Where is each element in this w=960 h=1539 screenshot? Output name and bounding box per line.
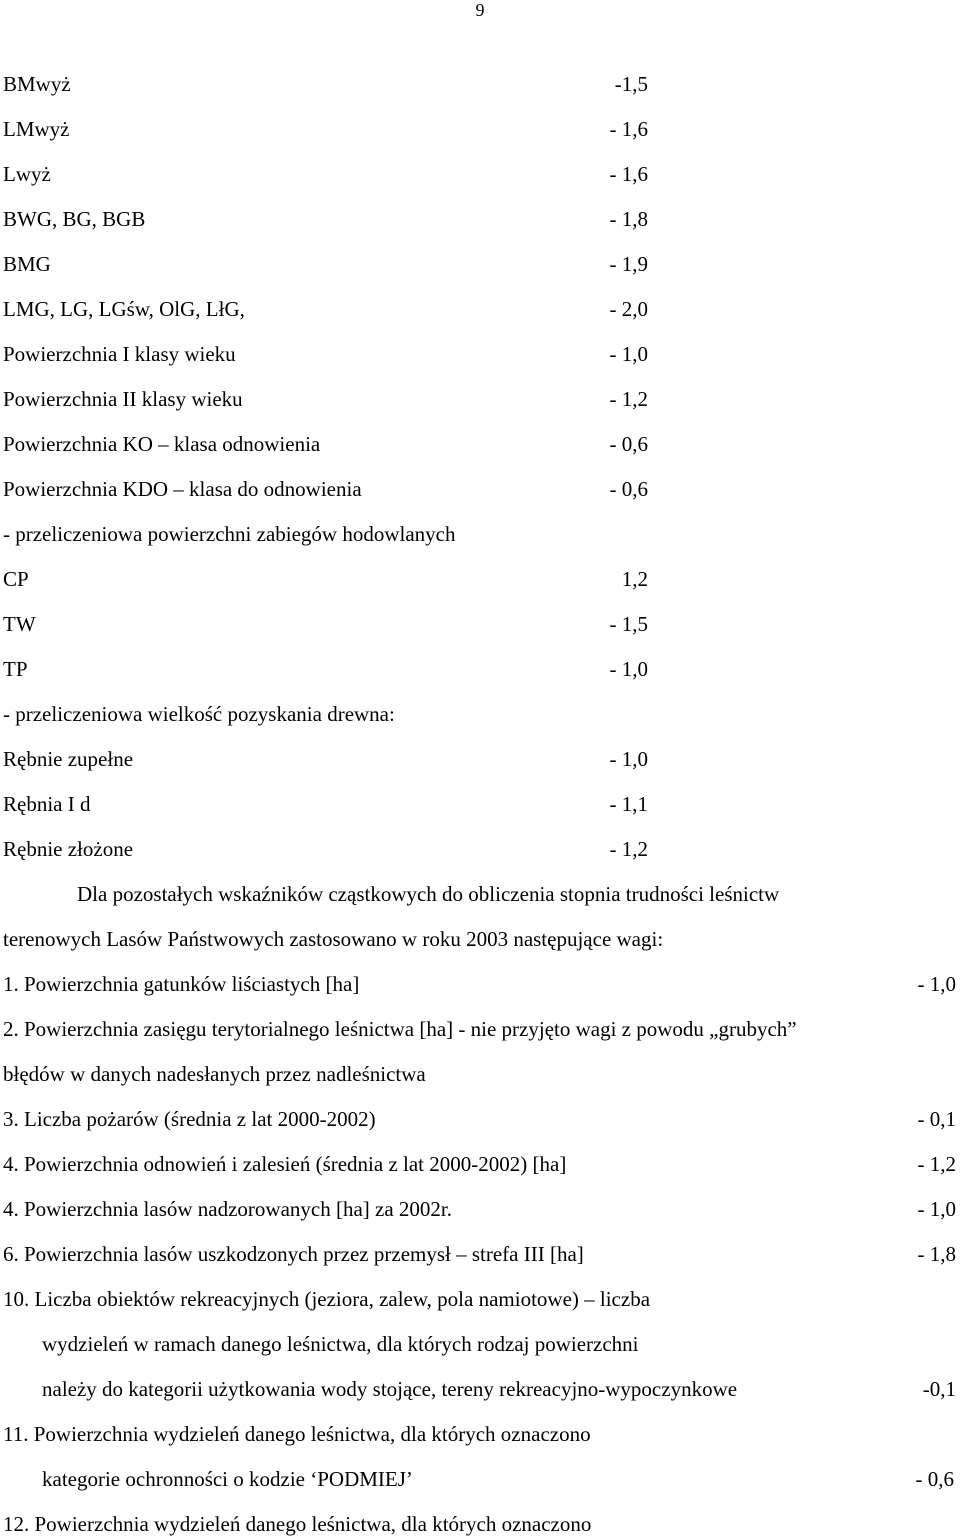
weight-value: - 1,2 — [917, 1152, 956, 1176]
weight-row — [3, 160, 648, 188]
weight-value: -0,1 — [922, 1377, 956, 1401]
weight-value: - 1,8 — [917, 1242, 956, 1266]
weight-value: -1,5 — [614, 72, 648, 96]
weight-value: - 2,0 — [609, 297, 648, 321]
weight-label: należy do kategorii użytkowania wody stojące, tereny rekreacyjno-wypoczynkowe — [42, 1377, 738, 1401]
item-line: 2. Powierzchnia zasięgu terytorialnego leśnictwa [ha] - nie przyjęto wagi z powodu „grubych” — [3, 1017, 797, 1041]
weight-label: Powierzchnia I klasy wieku — [3, 342, 236, 366]
weight-value: - 1,2 — [609, 837, 648, 861]
weight-row — [3, 1150, 956, 1178]
weight-label: Powierzchnia KO – klasa odnowienia — [3, 432, 321, 456]
paragraph-line: terenowych Lasów Państwowych zastosowano w roku 2003 następujące wagi: — [3, 927, 664, 951]
weight-label: 6. Powierzchnia lasów uszkodzonych przez przemysł – strefa III [ha] — [3, 1242, 584, 1266]
weight-row — [3, 745, 648, 773]
weight-label: kategorie ochronności o kodzie ‘PODMIEJ’ — [42, 1467, 413, 1491]
weight-value: - 0,1 — [917, 1107, 956, 1131]
paragraph-line: Dla pozostałych wskaźników cząstkowych do obliczenia stopnia trudności leśnictw — [77, 882, 780, 906]
weight-value: - 1,6 — [609, 117, 648, 141]
weight-value: - 1,0 — [609, 747, 648, 771]
weight-row — [3, 115, 648, 143]
weight-value: - 1,6 — [609, 162, 648, 186]
weight-label: BMwyż — [3, 72, 71, 96]
item-line: wydzieleń w ramach danego leśnictwa, dla których rodzaj powierzchni — [42, 1332, 639, 1356]
weight-label: BMG — [3, 252, 51, 276]
weight-row — [3, 655, 648, 683]
weight-label: Powierzchnia KDO – klasa do odnowienia — [3, 477, 362, 501]
weight-value: - 1,5 — [609, 612, 648, 636]
weight-label: TW — [3, 612, 36, 636]
weight-label: Powierzchnia II klasy wieku — [3, 387, 243, 411]
weight-label: 4. Powierzchnia odnowień i zalesień (średnia z lat 2000-2002) [ha] — [3, 1152, 567, 1176]
item-line: 10. Liczba obiektów rekreacyjnych (jeziora, zalew, pola namiotowe) – liczba — [3, 1287, 651, 1311]
weight-row — [3, 205, 648, 233]
weight-value: - 1,0 — [609, 657, 648, 681]
weight-row — [3, 970, 956, 998]
weight-label: Rębnie zupełne — [3, 747, 134, 771]
weight-label: - przeliczeniowa powierzchni zabiegów hodowlanych — [3, 522, 456, 546]
weight-row — [3, 610, 648, 638]
weight-row — [3, 340, 648, 368]
weight-label: Rębnia I d — [3, 792, 91, 816]
weight-row — [3, 1240, 956, 1268]
weight-row — [3, 1105, 956, 1133]
weight-label: - przeliczeniowa wielkość pozyskania drewna: — [3, 702, 395, 726]
weight-value: - 1,2 — [609, 387, 648, 411]
weight-label: BWG, BG, BGB — [3, 207, 146, 231]
weight-row — [3, 70, 648, 98]
weight-row — [3, 790, 648, 818]
weight-value: - 1,0 — [917, 1197, 956, 1221]
weight-label: 3. Liczba pożarów (średnia z lat 2000-2002) — [3, 1107, 376, 1131]
section-heading — [3, 520, 648, 548]
weight-label: TP — [3, 657, 28, 681]
weight-label: 4. Powierzchnia lasów nadzorowanych [ha] za 2002r. — [3, 1197, 453, 1221]
weight-row — [3, 565, 648, 593]
weight-value: - 0,6 — [915, 1467, 954, 1491]
page-number: 9 — [475, 0, 485, 20]
weight-row — [3, 835, 648, 863]
weight-label: Rębnie złożone — [3, 837, 134, 861]
weight-value: - 1,0 — [609, 342, 648, 366]
weight-row — [3, 475, 648, 503]
item-line: błędów w danych nadesłanych przez nadleśnictwa — [3, 1062, 426, 1086]
item-line: 12. Powierzchnia wydzieleń danego leśnictwa, dla których oznaczono — [3, 1512, 592, 1536]
weight-row — [3, 295, 648, 323]
weight-label: 1. Powierzchnia gatunków liściastych [ha] — [3, 972, 360, 996]
weight-value: - 0,6 — [609, 432, 648, 456]
weight-label: LMG, LG, LGśw, OlG, LłG, — [3, 297, 245, 321]
weight-value: - 1,1 — [609, 792, 648, 816]
weight-value: - 1,9 — [609, 252, 648, 276]
item-line: 11. Powierzchnia wydzieleń danego leśnictwa, dla których oznaczono — [3, 1422, 591, 1446]
weight-row — [3, 250, 648, 278]
weight-value: - 0,6 — [609, 477, 648, 501]
weight-row — [3, 385, 648, 413]
weight-row — [3, 430, 648, 458]
weight-value: - 1,8 — [609, 207, 648, 231]
weight-label: Lwyż — [3, 162, 51, 186]
weight-row — [42, 1375, 956, 1403]
weight-value: - 1,0 — [917, 972, 956, 996]
section-heading — [3, 700, 648, 728]
weight-row — [42, 1465, 954, 1493]
weight-label: LMwyż — [3, 117, 70, 141]
weight-row — [3, 1195, 956, 1223]
weight-value: 1,2 — [621, 567, 648, 591]
weight-label: CP — [3, 567, 29, 591]
